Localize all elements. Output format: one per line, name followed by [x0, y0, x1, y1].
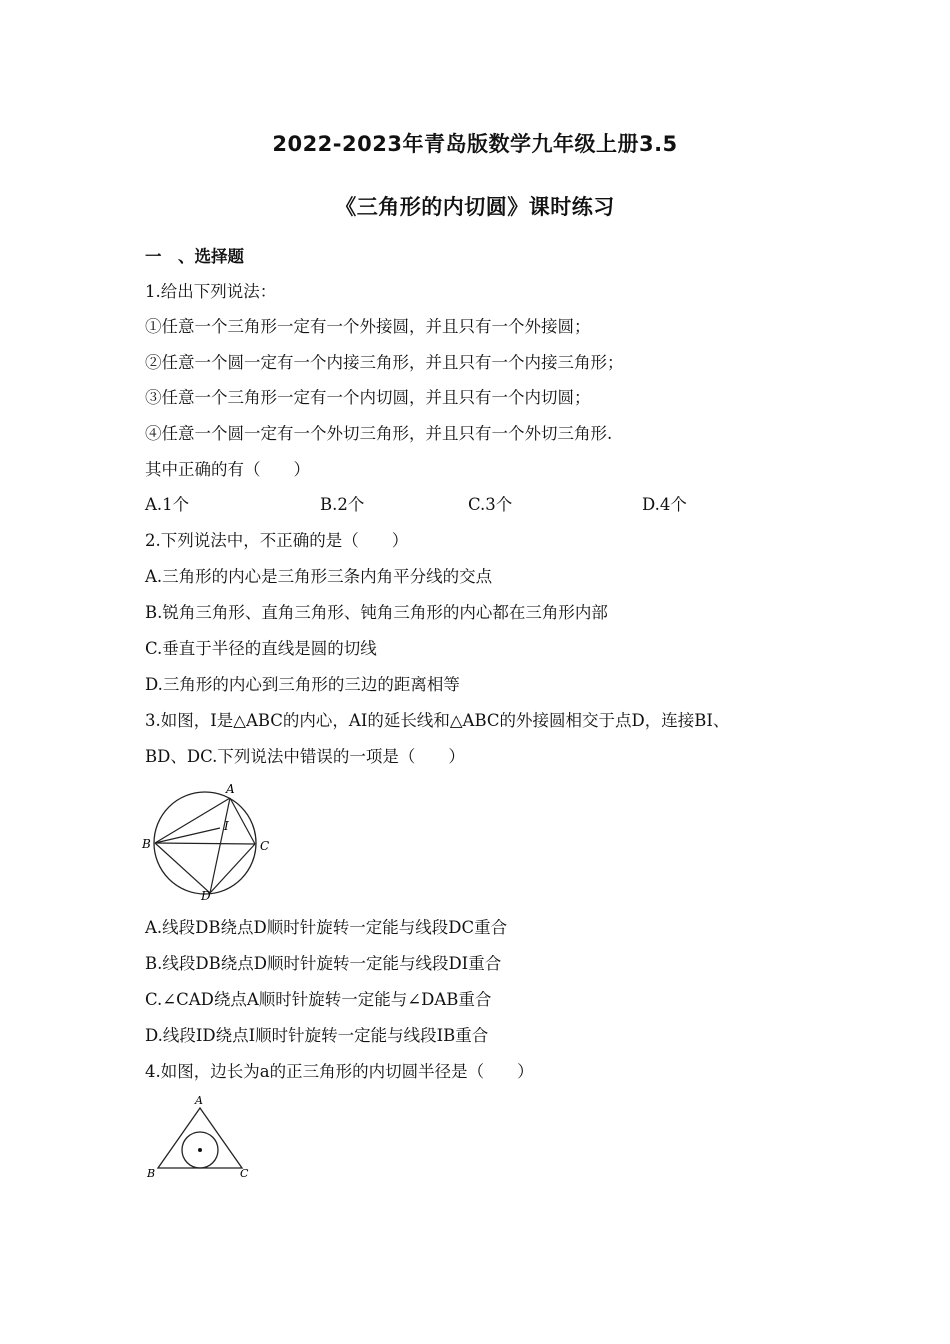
q1-stem: 1.给出下列说法： — [145, 282, 277, 301]
q3-segment-bi — [155, 828, 220, 843]
q4-figure-incircle — [140, 1092, 260, 1184]
q3-option-a: A.线段DB绕点D顺时针旋转一定能与线段DC重合 — [145, 918, 508, 937]
q4-stem: 4.如图，边长为a的正三角形的内切圆半径是（ ） — [145, 1062, 534, 1081]
q4-incenter-dot — [198, 1148, 202, 1152]
q3-label-i: I — [224, 819, 229, 833]
q1-statement-2: ②任意一个圆一定有一个内接三角形，并且只有一个内接三角形； — [145, 353, 624, 372]
q3-option-b: B.线段DB绕点D顺时针旋转一定能与线段DI重合 — [145, 954, 502, 973]
q3-figure-circumcircle — [138, 776, 278, 904]
q3-label-b: B — [142, 837, 151, 851]
q1-statement-4: ④任意一个圆一定有一个外切三角形，并且只有一个外切三角形. — [145, 424, 613, 443]
q3-option-c: C.∠CAD绕点A顺时针旋转一定能与∠DAB重合 — [145, 990, 492, 1009]
q3-stem-line-1: 3.如图，I是△ABC的内心，AI的延长线和△ABC的外接圆相交于点D，连接BI、 — [145, 711, 730, 730]
q2-stem: 2.下列说法中，不正确的是（ ） — [145, 531, 409, 550]
q3-stem-line-2: BD、DC.下列说法中错误的一项是（ ） — [145, 747, 465, 766]
q2-option-b: B.锐角三角形、直角三角形、钝角三角形的内心都在三角形内部 — [145, 603, 608, 622]
q1-option-d: D.4个 — [642, 495, 687, 514]
q3-label-c: C — [260, 839, 270, 853]
q4-label-c: C — [240, 1167, 249, 1180]
q1-statement-3: ③任意一个三角形一定有一个内切圆，并且只有一个内切圆； — [145, 388, 591, 407]
q4-equilateral-triangle — [158, 1108, 242, 1168]
q3-segment-ad — [210, 798, 230, 893]
q1-ask: 其中正确的有（ ） — [145, 460, 310, 479]
q2-option-c: C.垂直于半径的直线是圆的切线 — [145, 639, 377, 658]
q1-option-c: C.3个 — [468, 495, 513, 514]
q3-segment-ab — [155, 798, 230, 843]
section-heading: 一 、选择题 — [145, 247, 244, 266]
q3-label-a: A — [226, 782, 235, 796]
q3-segment-bc — [155, 843, 255, 844]
q3-segment-bd — [155, 843, 210, 893]
q3-option-d: D.线段ID绕点I顺时针旋转一定能与线段IB重合 — [145, 1026, 489, 1045]
q1-option-a: A.1个 — [145, 495, 190, 514]
q4-label-a: A — [195, 1094, 203, 1107]
title-line-1: 2022-2023年青岛版数学九年级上册3.5 — [272, 132, 678, 156]
title-line-2: 《三角形的内切圆》课时练习 — [335, 195, 615, 219]
q2-option-a: A.三角形的内心是三角形三条内角平分线的交点 — [145, 567, 493, 586]
q1-option-b: B.2个 — [320, 495, 365, 514]
q4-label-b: B — [147, 1167, 156, 1180]
q2-option-d: D.三角形的内心到三角形的三边的距离相等 — [145, 675, 460, 694]
q1-statement-1: ①任意一个三角形一定有一个外接圆，并且只有一个外接圆； — [145, 317, 591, 336]
q3-label-d: D — [201, 889, 211, 903]
